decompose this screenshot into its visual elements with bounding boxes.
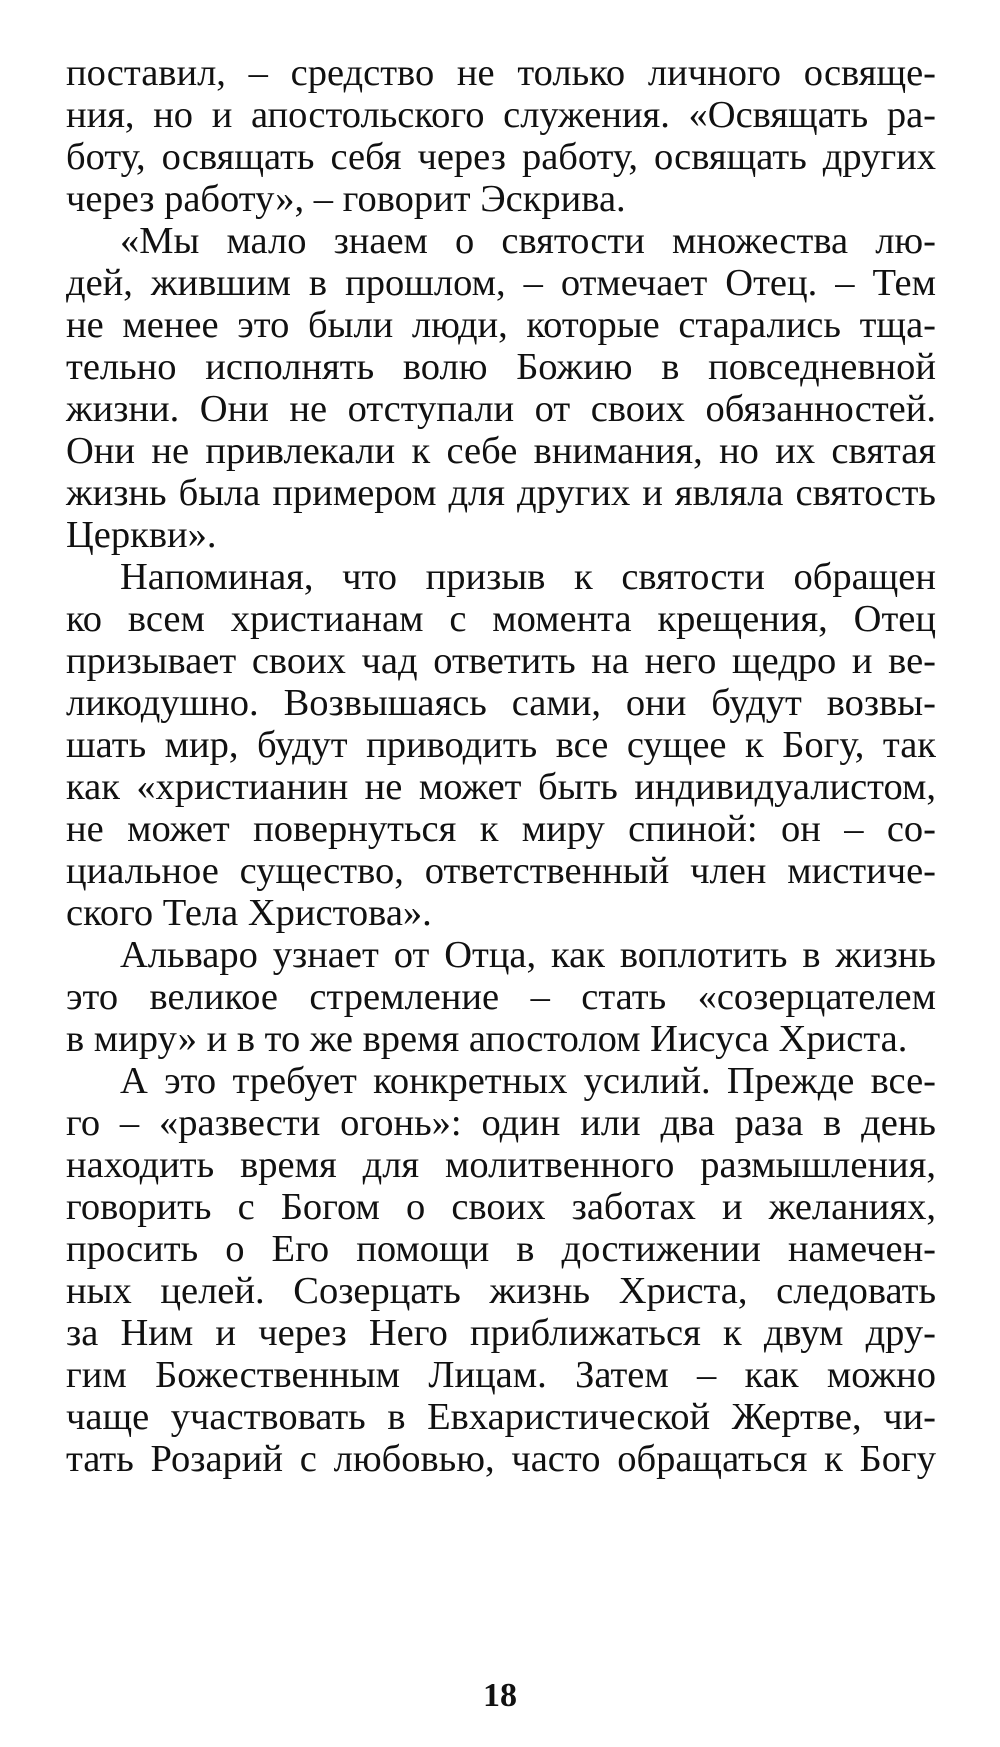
text-line: гим Божественным Лицам. Затем – как можно: [66, 1354, 936, 1396]
text-line: го – «развести огонь»: один или два раза в день: [66, 1102, 936, 1144]
text-line: в миру» и в то же время апостолом Иисуса Христа.: [66, 1018, 908, 1060]
text-line: это великое стремление – стать «созерцателем: [66, 976, 936, 1018]
text-line: дей, жившим в прошлом, – отмечает Отец. – Тем: [66, 262, 936, 304]
text-line: Церкви».: [66, 514, 217, 556]
text-line: поставил, – средство не только личного освяще-: [66, 52, 936, 94]
text-line: боту, освящать себя через работу, освящать других: [66, 136, 936, 178]
paragraph: [66, 52, 936, 220]
text-line: как «христианин не может быть индивидуалистом,: [66, 766, 936, 808]
text-line: «Мы мало знаем о святости множества лю-: [120, 220, 936, 262]
paragraph: [66, 1060, 936, 1480]
text-line: ных целей. Созерцать жизнь Христа, следовать: [66, 1270, 936, 1312]
text-line: ликодушно. Возвышаясь сами, они будут возвы-: [66, 682, 936, 724]
text-line: ко всем христианам с момента крещения, Отец: [66, 598, 936, 640]
text-line: говорить с Богом о своих заботах и желаниях,: [66, 1186, 936, 1228]
text-line: жизни. Они не отступали от своих обязанностей.: [66, 388, 936, 430]
text-line: чаще участвовать в Евхаристической Жертве, чи-: [66, 1396, 936, 1438]
text-line: ского Тела Христова».: [66, 892, 432, 934]
text-line: ния, но и апостольского служения. «Освящать ра-: [66, 94, 936, 136]
page-number: 18: [483, 1677, 517, 1714]
text-line: Они не привлекали к себе внимания, но их святая: [66, 430, 936, 472]
text-line: не может повернуться к миру спиной: он – со-: [66, 808, 936, 850]
paragraph: [66, 934, 936, 1060]
text-line: шать мир, будут приводить все сущее к Богу, так: [66, 724, 936, 766]
text-line: тать Розарий с любовью, часто обращаться к Богу: [66, 1438, 936, 1480]
text-line: жизнь была примером для других и являла святость: [66, 472, 936, 514]
text-line: тельно исполнять волю Божию в повседневной: [66, 346, 936, 388]
text-line: за Ним и через Него приближаться к двум дру-: [66, 1312, 936, 1354]
body-text: [66, 52, 936, 1480]
text-line: находить время для молитвенного размышления,: [66, 1144, 936, 1186]
paragraph: [66, 556, 936, 934]
text-line: просить о Его помощи в достижении намечен-: [66, 1228, 936, 1270]
text-line: через работу», – говорит Эскрива.: [66, 178, 626, 220]
text-line: призывает своих чад ответить на него щедро и ве-: [66, 640, 936, 682]
paragraph: [66, 220, 936, 556]
text-line: А это требует конкретных усилий. Прежде все-: [120, 1060, 936, 1102]
text-line: Напоминая, что призыв к святости обращен: [120, 556, 936, 598]
text-line: циальное существо, ответственный член мистиче-: [66, 850, 936, 892]
text-line: не менее это были люди, которые старались тща-: [66, 304, 936, 346]
text-line: Альваро узнает от Отца, как воплотить в жизнь: [120, 934, 936, 976]
